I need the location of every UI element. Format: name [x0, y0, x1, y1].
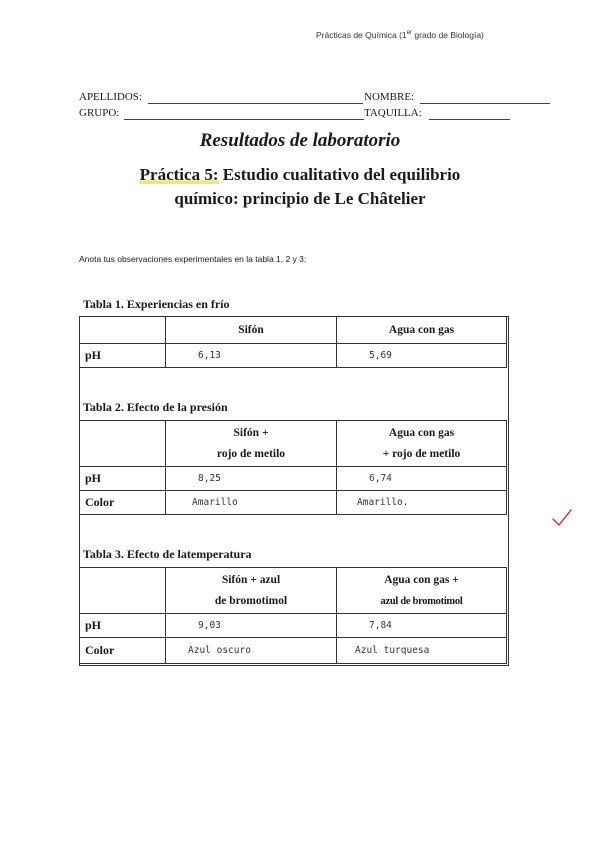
- instructions: Anota tus observaciones experimentales en la tabla 1, 2 y 3:: [79, 254, 307, 264]
- apellidos-label: APELLIDOS:: [79, 91, 142, 103]
- page-title: Resultados de laboratorio: [199, 130, 401, 151]
- table2-color-sifon[interactable]: Amarillo: [166, 491, 337, 515]
- grupo-line[interactable]: [124, 119, 364, 120]
- page-header: Prácticas de Química (1er grado de Biología): [316, 30, 484, 40]
- table1-corner: [80, 317, 166, 344]
- table2-ph-sifon[interactable]: 8,25: [166, 467, 337, 491]
- table1-row-ph: pH: [80, 344, 166, 368]
- table3-color-sifon[interactable]: Azul oscuro: [166, 638, 337, 664]
- table2: [79, 420, 507, 515]
- taquilla-label: TAQUILLA:: [364, 107, 422, 119]
- table3-color-agua[interactable]: Azul turquesa: [337, 638, 507, 664]
- table3-row-ph: pH: [80, 614, 166, 638]
- table2-ph-agua[interactable]: 6,74: [337, 467, 507, 491]
- grupo-label: GRUPO:: [79, 107, 120, 119]
- table3-ph-agua[interactable]: 7,84: [337, 614, 507, 638]
- table2-col-sifon: Sifón + rojo de metilo: [166, 421, 337, 467]
- table2-corner: [80, 421, 166, 467]
- table3-caption: Tabla 3. Efecto de latemperatura: [83, 547, 252, 561]
- table2-caption: Tabla 2. Efecto de la presión: [83, 400, 228, 414]
- table1-ph-agua[interactable]: 5,69: [337, 344, 507, 368]
- table2-row-ph: pH: [80, 467, 166, 491]
- practice-subtitle: Práctica 5: Estudio cualitativo del equilibrio químico: principio de Le Châtelier: [139, 165, 461, 208]
- apellidos-line[interactable]: [148, 103, 363, 104]
- nombre-label: NOMBRE:: [364, 91, 415, 103]
- table1-col-agua: Agua con gas: [337, 317, 507, 344]
- table3-corner: [80, 568, 166, 614]
- table1-col-sifon: Sifón: [166, 317, 337, 344]
- table3-row-color: Color: [80, 638, 166, 664]
- check-mark-icon: [551, 507, 573, 529]
- table1: [79, 316, 507, 368]
- taquilla-line[interactable]: [429, 119, 510, 120]
- practice-number: Práctica 5:: [139, 165, 219, 184]
- table3-col-agua: Agua con gas + azul de bromotimol: [337, 568, 507, 614]
- nombre-line[interactable]: [420, 103, 550, 104]
- table3-col-sifon: Sifón + azul de bromotimol: [166, 568, 337, 614]
- table2-col-agua: Agua con gas + rojo de metilo: [337, 421, 507, 467]
- table1-caption: Tabla 1. Experiencias en frío: [83, 297, 230, 311]
- table1-ph-sifon[interactable]: 6,13: [166, 344, 337, 368]
- table2-row-color: Color: [80, 491, 166, 515]
- table2-color-agua[interactable]: Amarillo.: [337, 491, 507, 515]
- table3-ph-sifon[interactable]: 9,03: [166, 614, 337, 638]
- table3: [79, 567, 507, 664]
